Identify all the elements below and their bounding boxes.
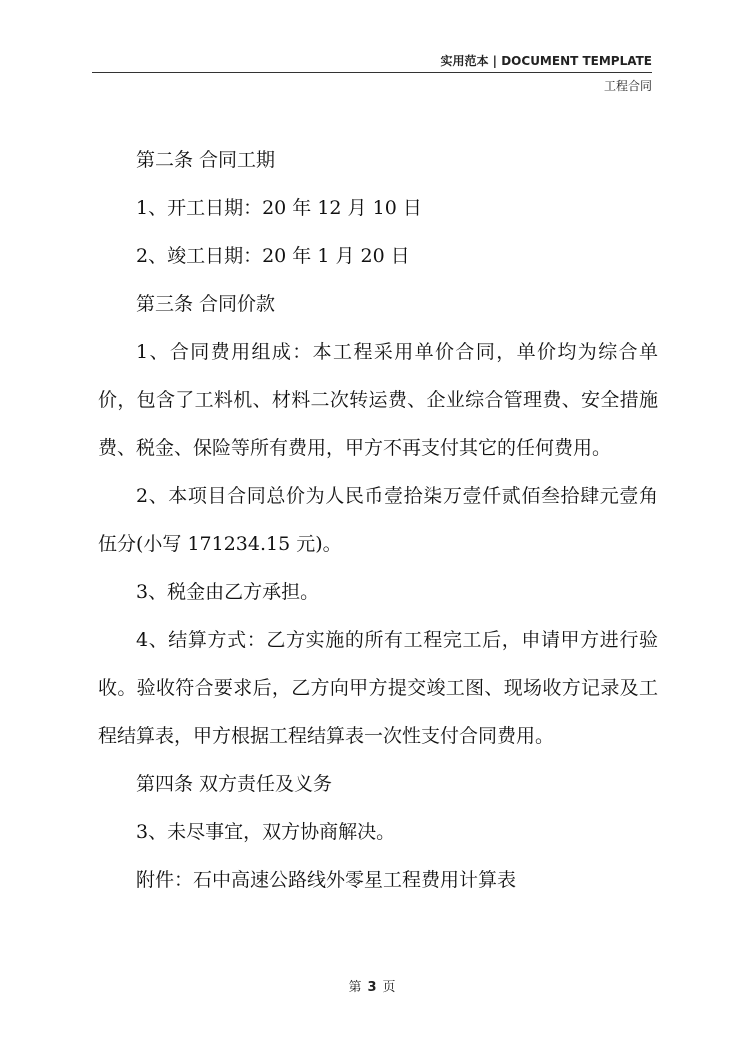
paragraph-unresolved-matters: 3、未尽事宜，双方协商解决。 bbox=[136, 821, 396, 843]
document-header-subtitle: 工程合同 bbox=[603, 79, 652, 93]
paragraph-total-price: 2、本项目合同总价为人民币壹拾柒万壹仟贰佰叁拾肆元壹角伍分(小写 171234.15 元)。 bbox=[98, 485, 658, 555]
page-prefix: 第 bbox=[348, 980, 362, 995]
paragraph-completion-date: 2、竣工日期：20 年 1 月 20 日 bbox=[136, 245, 410, 267]
section-heading-article-2: 第二条 合同工期 bbox=[136, 149, 276, 171]
section-heading-article-3: 第三条 合同价款 bbox=[136, 293, 276, 315]
page-suffix: 页 bbox=[382, 980, 396, 995]
page-number: 3 bbox=[367, 980, 377, 995]
paragraph-settlement: 4、结算方式：乙方实施的所有工程完工后，申请甲方进行验收。验收符合要求后，乙方向甲方提交竣工图、现场收方记录及工程结算表，甲方根据工程结算表一次性支付合同费用。 bbox=[98, 629, 658, 747]
paragraph-tax: 3、税金由乙方承担。 bbox=[136, 581, 320, 603]
paragraph-attachment: 附件：石中高速公路线外零星工程费用计算表 bbox=[136, 869, 517, 891]
paragraph-start-date: 1、开工日期：20 年 12 月 10 日 bbox=[136, 197, 422, 219]
page-footer bbox=[0, 976, 744, 995]
paragraph-cost-composition: 1、合同费用组成：本工程采用单价合同，单价均为综合单价，包含了工料机、材料二次转运费、企业综合管理费、安全措施费、税金、保险等所有费用，甲方不再支付其它的任何费用。 bbox=[98, 341, 658, 459]
section-heading-article-4: 第四条 双方责任及义务 bbox=[136, 773, 333, 795]
document-header-title: 实用范本 | DOCUMENT TEMPLATE bbox=[440, 54, 652, 68]
document-body bbox=[98, 136, 658, 904]
header-divider bbox=[92, 72, 652, 73]
